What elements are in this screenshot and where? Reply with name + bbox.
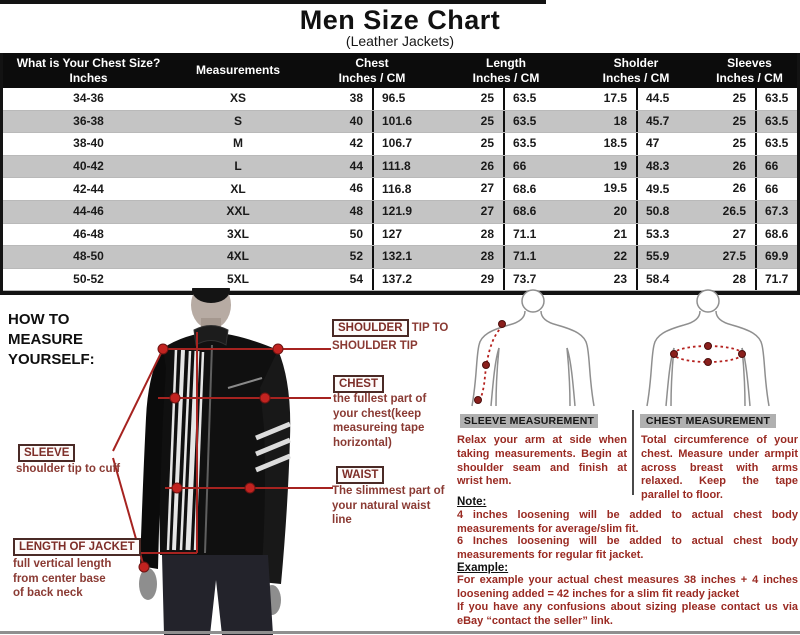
header-label: Sleeves [727, 55, 772, 70]
chest-callout-label: CHEST [333, 375, 384, 393]
shoulder-callout-after: TIP TO [408, 322, 449, 334]
body-diagrams [455, 288, 800, 416]
bottom-border-strip [0, 631, 800, 634]
table-row [3, 156, 797, 179]
table-cell: 21 [570, 224, 638, 246]
table-cell: 63.5 [765, 113, 789, 128]
table-cell: 28 [442, 224, 505, 246]
table-cell: 19.5 [570, 178, 638, 200]
table-cell: 25 [702, 88, 757, 110]
size-table [0, 53, 800, 295]
table-cell: 50-52 [73, 272, 104, 287]
table-cell: S [233, 113, 242, 128]
header-sublabel: Inches / CM [716, 70, 783, 85]
header-label: Sholder [613, 55, 659, 70]
table-cell: 18 [570, 111, 638, 133]
chest-measurement-bar: CHEST MEASUREMENT [640, 414, 776, 428]
table-cell: 26.5 [702, 201, 757, 223]
table-cell: 38 [302, 88, 374, 110]
table-cell: 27.5 [702, 246, 757, 268]
page-title: Men Size Chart [299, 5, 501, 35]
table-cell: 68.6 [765, 226, 789, 241]
header-label: What is Your Chest Size? [16, 55, 161, 70]
table-cell: 25 [442, 88, 505, 110]
table-cell: 48-50 [73, 249, 104, 264]
table-cell: 47 [646, 136, 660, 151]
table-cell: 25 [702, 111, 757, 133]
example-heading: Example: [457, 562, 509, 574]
table-cell: 48.3 [646, 159, 670, 174]
chest-measure-dots [671, 343, 746, 366]
table-cell: 36-38 [73, 113, 104, 128]
header-sublabel: Inches / CM [602, 70, 670, 85]
shoulder-callout-label: SHOULDER [332, 319, 409, 337]
table-cell: 4XL [226, 249, 249, 264]
table-cell: 44.5 [646, 91, 670, 106]
table-header-row [3, 53, 797, 88]
sleeve-callout-label: SLEEVE [18, 444, 75, 462]
sleeve-measurement-text: Relax your arm at side when taking measurements. Begin at shoulder seam and finish at wrist hem. [457, 434, 627, 488]
sleeve-callout-desc: shoulder tip to cuff [16, 463, 121, 475]
table-cell: 106.7 [382, 136, 413, 151]
table-cell: 50 [302, 224, 374, 246]
note-heading: Note: [457, 496, 487, 508]
table-cell: 66 [765, 159, 779, 174]
chest-callout-desc: the fullest part of your chest(keep measureing tape horizontal) [333, 393, 427, 449]
table-cell: 28 [442, 246, 505, 268]
table-cell: 66 [513, 159, 527, 174]
table-cell: 132.1 [382, 249, 413, 264]
page-subtitle: (Leather Jackets) [345, 33, 455, 49]
table-body [3, 88, 797, 291]
table-header-measurements [174, 53, 302, 88]
table-cell: 27 [442, 178, 505, 200]
table-cell: 63.5 [513, 136, 537, 151]
table-cell: M [233, 136, 243, 151]
table-row [3, 133, 797, 156]
waist-callout-label: WAIST [336, 466, 384, 484]
table-header-chest-size [3, 53, 174, 88]
table-cell: 29 [442, 269, 505, 291]
table-header-length [442, 53, 570, 88]
table-cell: 44-46 [73, 204, 104, 219]
table-cell: 68.6 [513, 204, 537, 219]
how-to-measure-heading: HOW TO MEASURE YOURSELF: [8, 311, 95, 368]
table-cell: 116.8 [382, 181, 412, 196]
contact-text: If you have any confusions about sizing please contact us via eBay “contact the seller” link. [457, 601, 798, 627]
table-cell: 5XL [226, 272, 249, 287]
table-cell: 27 [702, 224, 757, 246]
table-cell: 52 [302, 246, 374, 268]
table-cell: 26 [442, 156, 505, 178]
header-label: Chest [355, 55, 389, 70]
table-cell: 26 [702, 178, 757, 200]
table-cell: 19 [570, 156, 638, 178]
shoulder-callout [332, 318, 462, 354]
table-cell: 63.5 [513, 91, 537, 106]
table-row [3, 111, 797, 134]
chest-callout [333, 374, 384, 393]
table-cell: 27 [442, 201, 505, 223]
sleeve-measurement-bar: SLEEVE MEASUREMENT [460, 414, 598, 428]
table-cell: 127 [382, 226, 403, 241]
column-divider [632, 410, 634, 495]
table-cell: 63.5 [765, 91, 789, 106]
table-cell: 53.3 [646, 226, 670, 241]
chest-measurement-text: Total circumference of your chest. Measure under armpit across breast with arms relaxed. Keep the tape parallel to floor. [641, 434, 798, 502]
table-cell: XXL [226, 204, 250, 219]
top-border-strip [0, 0, 546, 4]
table-cell: 71.1 [513, 226, 537, 241]
table-cell: 49.5 [646, 181, 670, 196]
table-cell: 69.9 [765, 249, 789, 264]
table-cell: 54 [302, 269, 374, 291]
table-cell: 63.5 [765, 136, 789, 151]
table-row [3, 224, 797, 247]
table-cell: 63.5 [513, 113, 537, 128]
table-cell: 46-48 [73, 226, 104, 241]
table-cell: 23 [570, 269, 638, 291]
table-row [3, 246, 797, 269]
table-row [3, 88, 797, 111]
table-cell: 68.6 [513, 181, 537, 196]
table-cell: 96.5 [382, 91, 406, 106]
table-cell: 71.7 [765, 272, 789, 287]
table-header-sleeves [702, 53, 797, 88]
table-cell: 50.8 [646, 204, 670, 219]
waist-callout-desc: The slimmest part of your natural waist line [332, 485, 445, 526]
table-cell: 22 [570, 246, 638, 268]
table-cell: 42 [302, 133, 374, 155]
sleeve-measure-dots [475, 321, 506, 404]
table-cell: 44 [302, 156, 374, 178]
table-cell: 3XL [226, 226, 249, 241]
model-left-hand [139, 568, 157, 600]
table-cell: 66 [765, 181, 779, 196]
table-cell: 71.1 [513, 249, 537, 264]
table-cell: 58.4 [646, 272, 670, 287]
table-cell: 111.8 [382, 159, 411, 174]
table-cell: 26 [702, 156, 757, 178]
table-cell: 25 [442, 111, 505, 133]
table-row [3, 201, 797, 224]
waist-callout [336, 465, 384, 484]
table-cell: 38-40 [73, 136, 104, 151]
model-jeans [162, 555, 273, 635]
table-cell: 25 [702, 133, 757, 155]
table-cell: 18.5 [570, 133, 638, 155]
table-cell: 46 [302, 178, 374, 200]
table-cell: XL [230, 181, 246, 196]
table-cell: 101.6 [382, 113, 413, 128]
header-sublabel: Inches / CM [472, 70, 540, 85]
table-cell: 67.3 [765, 204, 789, 219]
table-header-chest [302, 53, 442, 88]
body-diagram-sleeve [472, 290, 594, 406]
table-cell: 48 [302, 201, 374, 223]
table-cell: 45.7 [646, 113, 670, 128]
table-cell: 73.7 [513, 272, 537, 287]
table-cell: 137.2 [382, 272, 413, 287]
note-line-1: 4 inches loosening will be added to actual chest body measurements for average/slim fit. [457, 509, 798, 535]
shoulder-callout-line2: SHOULDER TIP [332, 340, 418, 352]
header-label: Length [486, 55, 526, 70]
note-line-2: 6 Inches loosening will be added to actual chest body measurements for regular fit jacket. [457, 535, 798, 561]
table-cell: XS [229, 91, 246, 106]
length-callout-label: LENGTH OF JACKET [13, 538, 141, 556]
table-cell: 28 [702, 269, 757, 291]
sleeve-callout [18, 443, 75, 462]
example-text: For example your actual chest measures 38 inches + 4 inches loosening added = 42 inches for a slim fit ready jacket [457, 574, 798, 600]
header-label: Measurements [195, 63, 281, 77]
header-sublabel: Inches [69, 70, 108, 85]
table-cell: 34-36 [73, 91, 104, 106]
table-cell: 121.9 [382, 204, 413, 219]
table-cell: 42-44 [73, 181, 104, 196]
table-cell: 40 [302, 111, 374, 133]
table-cell: 40-42 [73, 159, 104, 174]
header-sublabel: Inches / CM [338, 70, 406, 85]
table-row [3, 178, 797, 201]
table-cell: 20 [570, 201, 638, 223]
length-callout [13, 537, 141, 556]
table-header-sholder [570, 53, 702, 88]
table-cell: L [234, 159, 242, 174]
table-cell: 25 [442, 133, 505, 155]
table-cell: 17.5 [570, 88, 638, 110]
length-callout-desc: full vertical length from center base of back neck [13, 558, 112, 599]
table-cell: 55.9 [646, 249, 670, 264]
